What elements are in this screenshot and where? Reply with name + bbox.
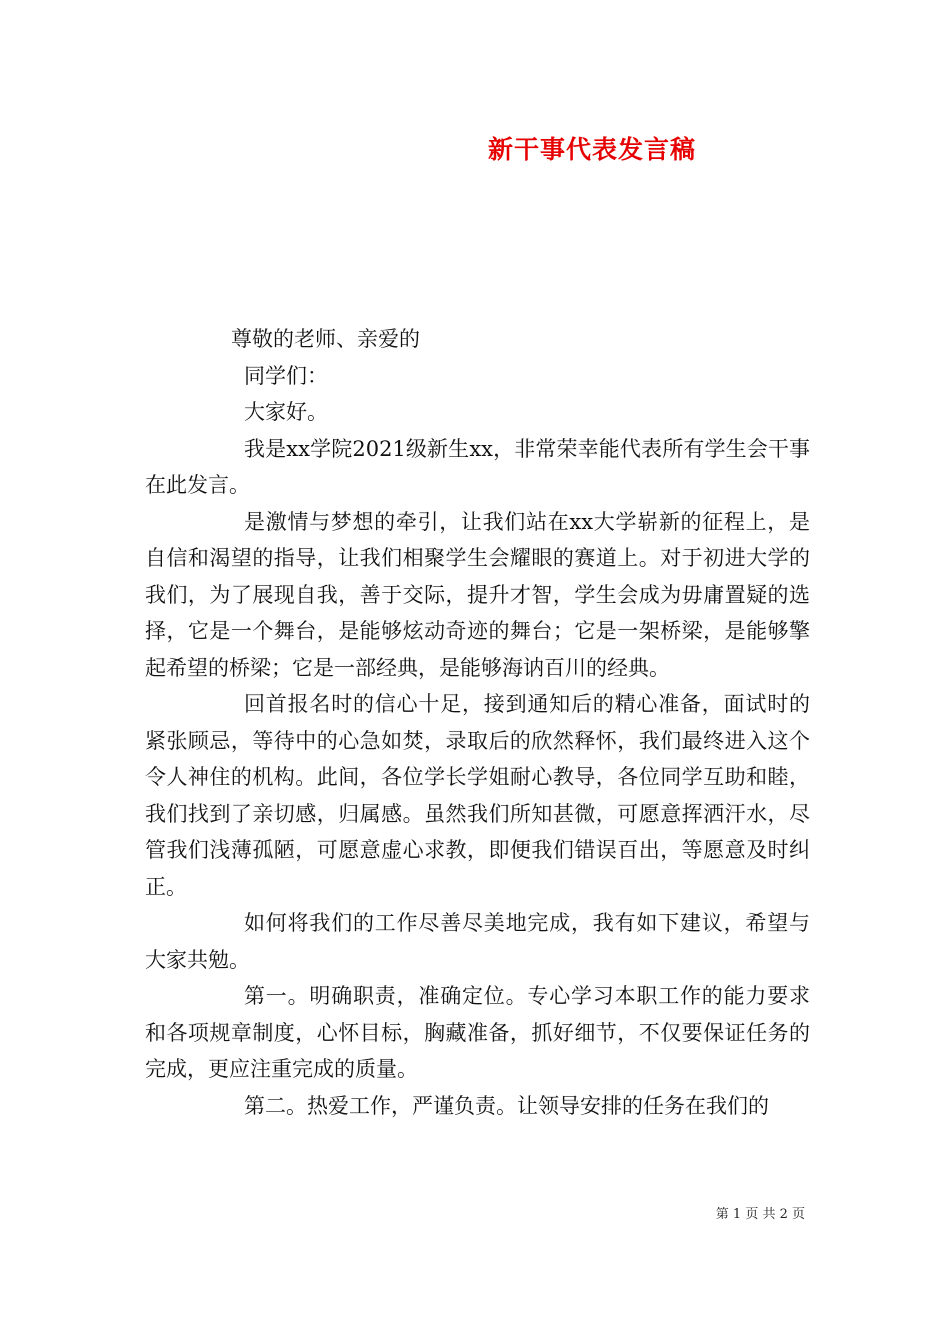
paragraph: 我是xx学院2021级新生xx，非常荣幸能代表所有学生会干事在此发言。 [145, 436, 810, 497]
paragraph: 如何将我们的工作尽善尽美地完成，我有如下建议，希望与大家共勉。 [145, 911, 810, 972]
page-number-footer: 第 1 页 共 2 页 [715, 1207, 805, 1222]
hello-line: 大家好。 [244, 400, 328, 424]
document-body [145, 321, 810, 1124]
paragraph: 是激情与梦想的牵引，让我们站在xx大学崭新的征程上，是自信和渴望的指导，让我们相聚学生会耀眼的赛道上。对于初进大学的我们，为了展现自我，善于交际，提升才智，学生会成为毋庸置疑的选择，它是一个舞台，是能够炫动奇迹的舞台；它是一架桥梁，是能够擎起希望的桥梁；它是一部经典，是能够海讷百川的经典。 [145, 509, 810, 680]
greeting-line-2: 同学们： [244, 363, 328, 388]
paragraph: 第二。热爱工作，严谨负责。让领导安排的任务在我们的 [244, 1093, 769, 1118]
document-title: 新干事代表发言稿 [488, 135, 697, 164]
paragraph: 回首报名时的信心十足，接到通知后的精心准备，面试时的紧张顾忌，等待中的心急如焚，录取后的欣然释怀，我们最终进入这个令人神住的机构。此间，各位学长学姐耐心教导，各位同学互助和睦，我们找到了亲切感，归属感。虽然我们所知甚微，可愿意挥洒汗水，尽管我们浅薄孤陋，可愿意虚心求教，即便我们错误百出，等愿意及时纠正。 [145, 692, 810, 899]
greeting-line-1: 尊敬的老师、亲爱的 [231, 327, 420, 351]
paragraph: 第一。明确职责，准确定位。专心学习本职工作的能力要求和各项规章制度，心怀目标，胸藏准备，抓好细节，不仅要保证任务的完成，更应注重完成的质量。 [145, 984, 810, 1081]
